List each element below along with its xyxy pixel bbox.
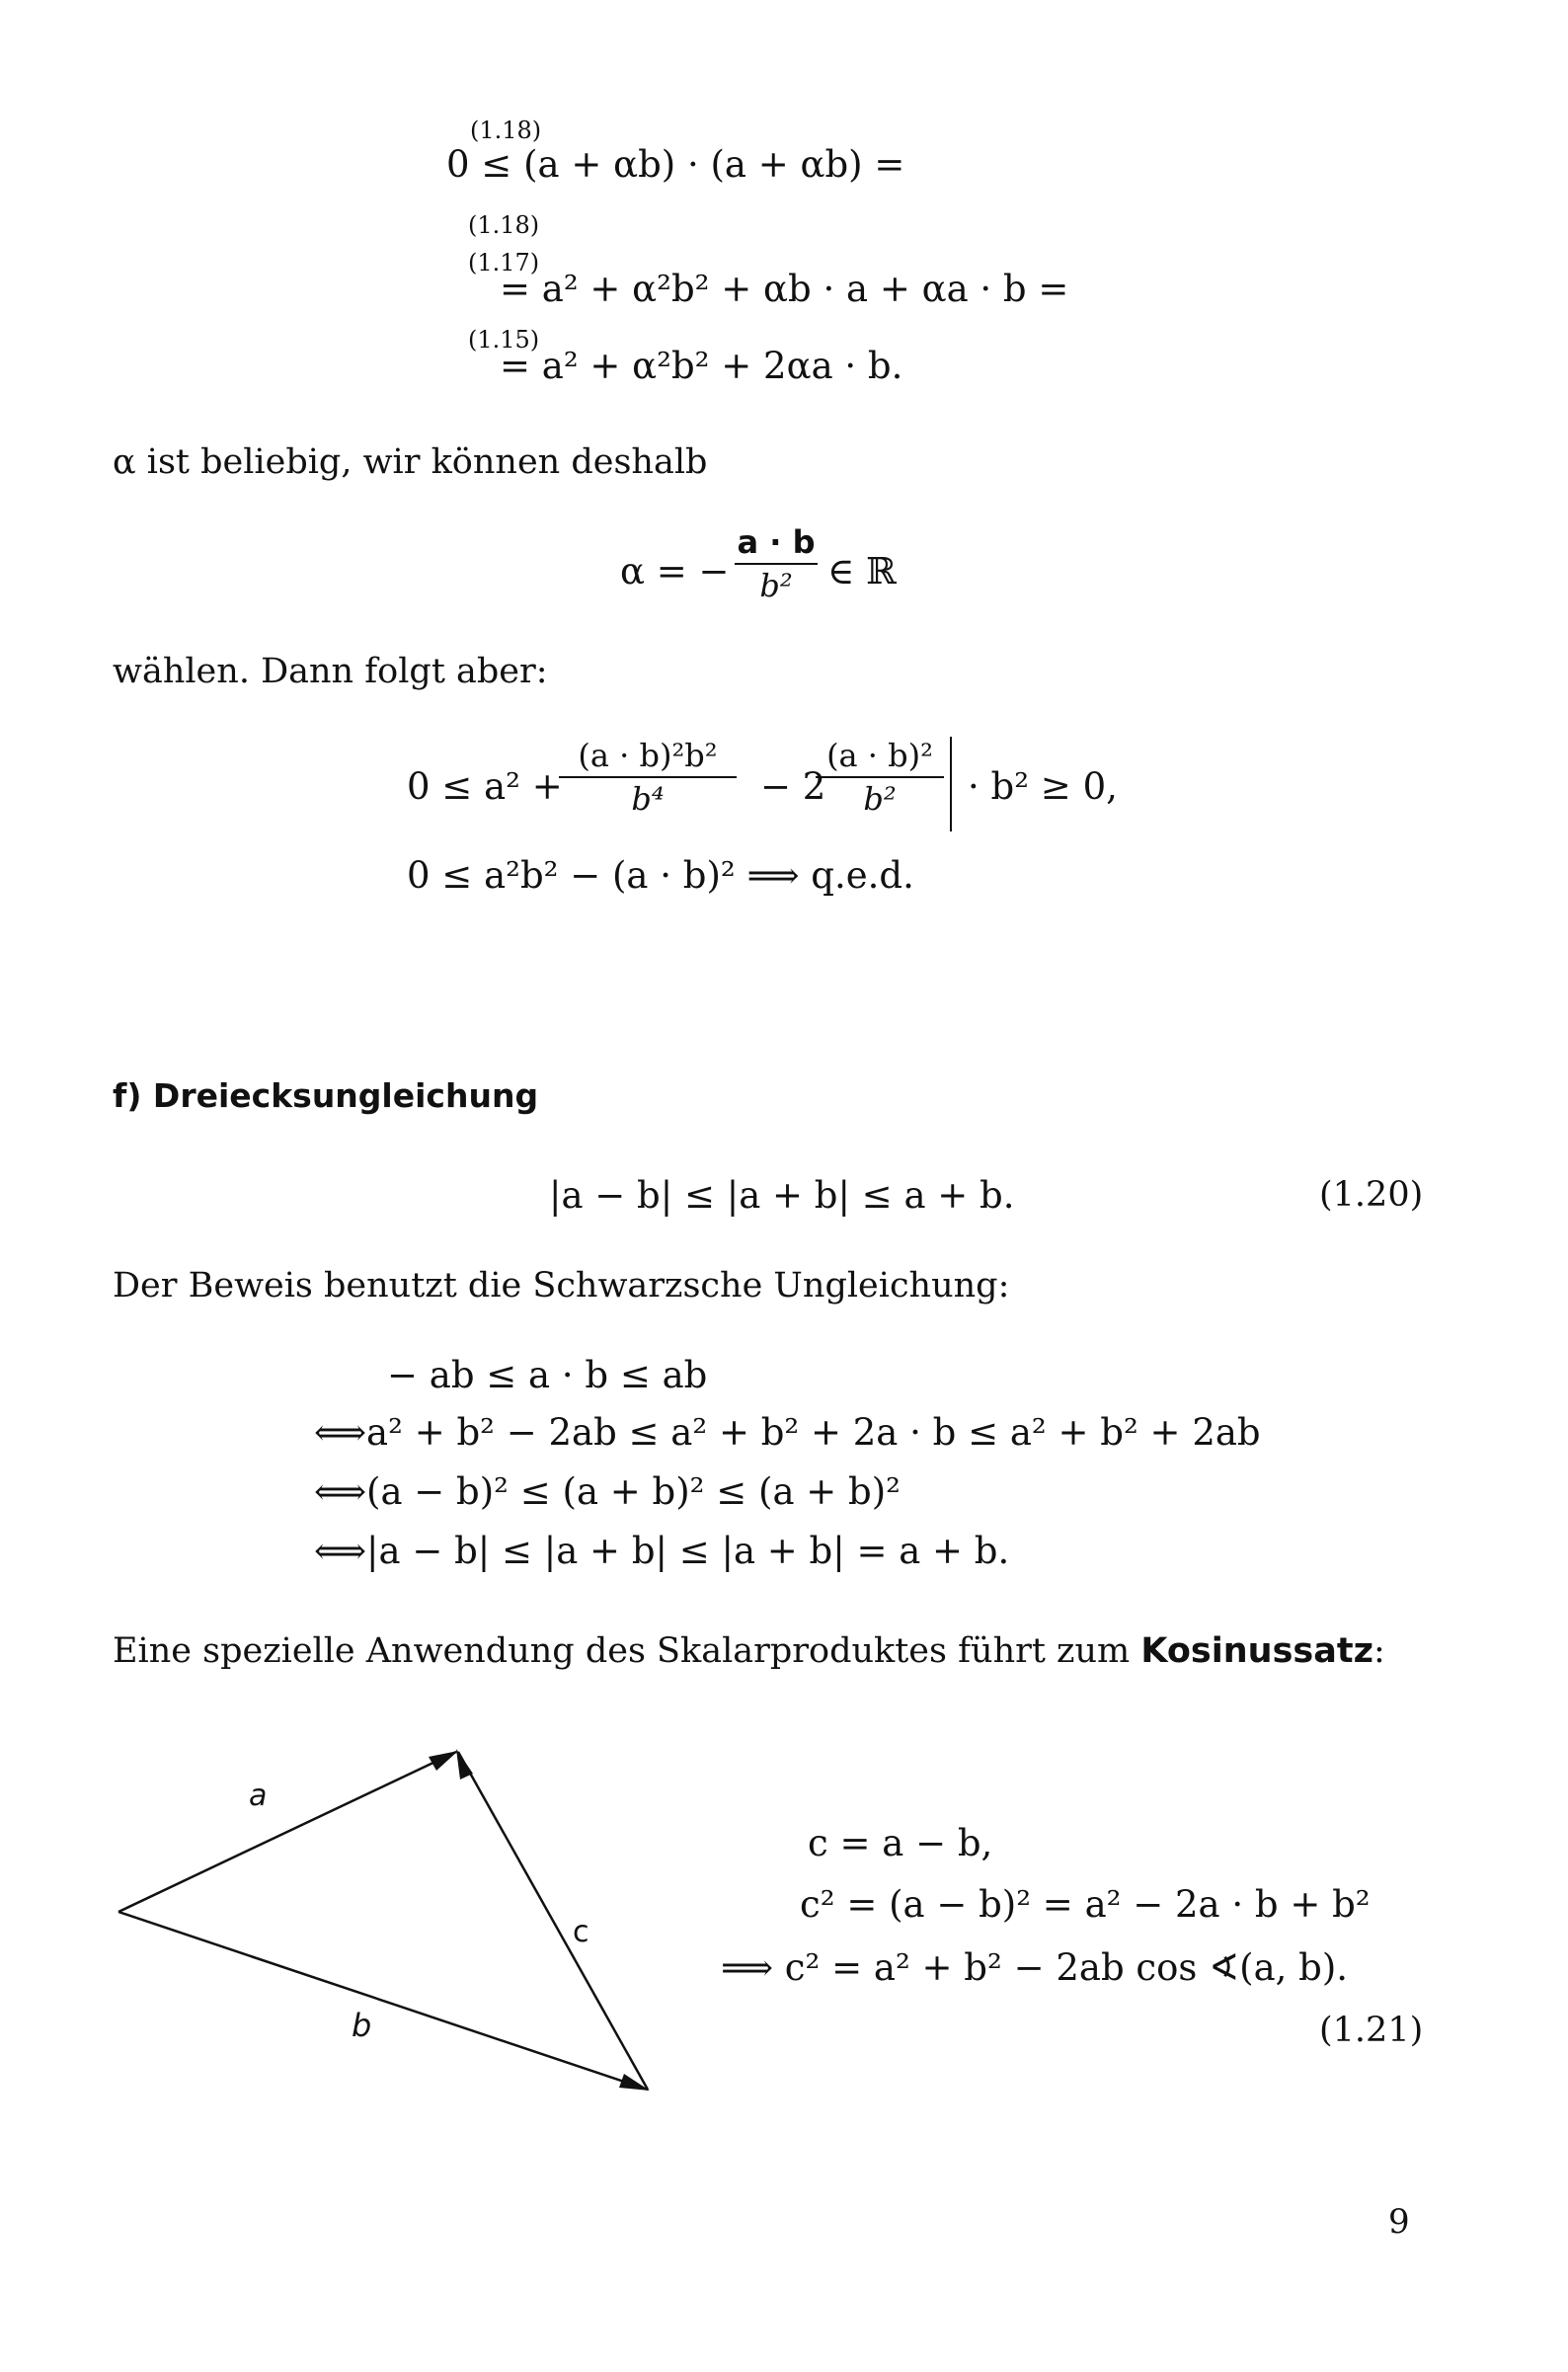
- derivation-line-1: 0 ≤ (a + αb) · (a + αb) =: [446, 143, 905, 186]
- ref-1-18-above: (1.18): [470, 117, 542, 144]
- kosinus-text: Eine spezielle Anwendung des Skalarproduktes führt zum: [113, 1631, 1131, 1671]
- ineq-start: 0 ≤ a² +: [407, 765, 563, 808]
- alpha-rhs: ∈ ℝ: [827, 550, 897, 593]
- cosine-eq-line-3: ⟹ c² = a² + b² − 2ab cos ∢(a, b).: [721, 1946, 1349, 1989]
- paragraph-kosinus: [113, 1631, 1385, 1671]
- equation-number-1-20: (1.20): [1319, 1175, 1424, 1215]
- ineq-end: · b² ≥ 0,: [968, 765, 1118, 808]
- section-heading-f: f) Dreiecksungleichung: [113, 1076, 539, 1115]
- label-a: a: [249, 1779, 268, 1813]
- fraction-bar: [816, 776, 944, 778]
- frac1-numerator: (a · b)²b²: [578, 737, 718, 774]
- frac2: [816, 737, 944, 818]
- ineq-minus-two: − 2: [760, 765, 826, 808]
- paragraph-beweis: Der Beweis benutzt die Schwarzsche Ungleichung:: [113, 1266, 1010, 1305]
- triangle-diagram: [99, 1718, 691, 2103]
- ref-1-15: (1.15): [468, 326, 540, 354]
- derivation-line-2: = a² + α²b² + αb · a + αa · b =: [500, 268, 1069, 310]
- label-c: c: [573, 1915, 589, 1949]
- ineq-line-2: 0 ≤ a²b² − (a · b)² ⟹ q.e.d.: [407, 854, 914, 897]
- derivation-line-3: = a² + α²b² + 2αa · b.: [500, 345, 903, 387]
- vector-c-line: [458, 1752, 648, 2090]
- ref-1-18: (1.18): [468, 211, 540, 239]
- cosine-eq-line-1: c = a − b,: [808, 1822, 993, 1864]
- paragraph-alpha: α ist beliebig, wir können deshalb: [113, 442, 708, 482]
- frac2-denominator: b²: [863, 780, 897, 818]
- ref-1-17: (1.17): [468, 249, 540, 277]
- proof-line-3: ⟺(a − b)² ≤ (a + b)² ≤ (a + b)²: [314, 1470, 902, 1513]
- frac2-numerator: (a · b)²: [826, 737, 933, 774]
- alpha-denominator: b²: [759, 567, 793, 604]
- vector-b-line: [118, 1912, 648, 2090]
- vector-a-arrowhead: [429, 1751, 458, 1771]
- vector-b-arrowhead: [619, 2074, 650, 2091]
- proof-line-4: ⟺|a − b| ≤ |a + b| ≤ |a + b| = a + b.: [314, 1530, 1010, 1572]
- cosine-eq-line-2: c² = (a − b)² = a² − 2a · b + b²: [800, 1883, 1371, 1926]
- fraction-bar: [559, 776, 737, 778]
- kosinus-colon: :: [1372, 1631, 1385, 1671]
- frac1: [559, 737, 737, 818]
- vector-a-line: [118, 1752, 456, 1912]
- kosinus-term: Kosinussatz: [1140, 1631, 1373, 1671]
- page-number: 9: [1388, 2202, 1410, 2242]
- alpha-lhs: α = −: [620, 550, 730, 593]
- proof-line-1: − ab ≤ a · b ≤ ab: [387, 1354, 708, 1396]
- fraction-bar: [735, 563, 818, 565]
- paragraph-waehlen: wählen. Dann folgt aber:: [113, 652, 548, 691]
- label-b: b: [352, 2007, 372, 2044]
- alpha-fraction: [735, 523, 818, 604]
- frac1-denominator: b⁴: [631, 780, 665, 818]
- proof-line-2: ⟺a² + b² − 2ab ≤ a² + b² + 2a · b ≤ a² + b² + 2ab: [314, 1411, 1261, 1454]
- alpha-numerator: a · b: [737, 523, 816, 561]
- equation-1-20: |a − b| ≤ |a + b| ≤ a + b.: [549, 1174, 1015, 1217]
- vertical-bar: [950, 737, 952, 831]
- equation-number-1-21: (1.21): [1319, 2011, 1424, 2050]
